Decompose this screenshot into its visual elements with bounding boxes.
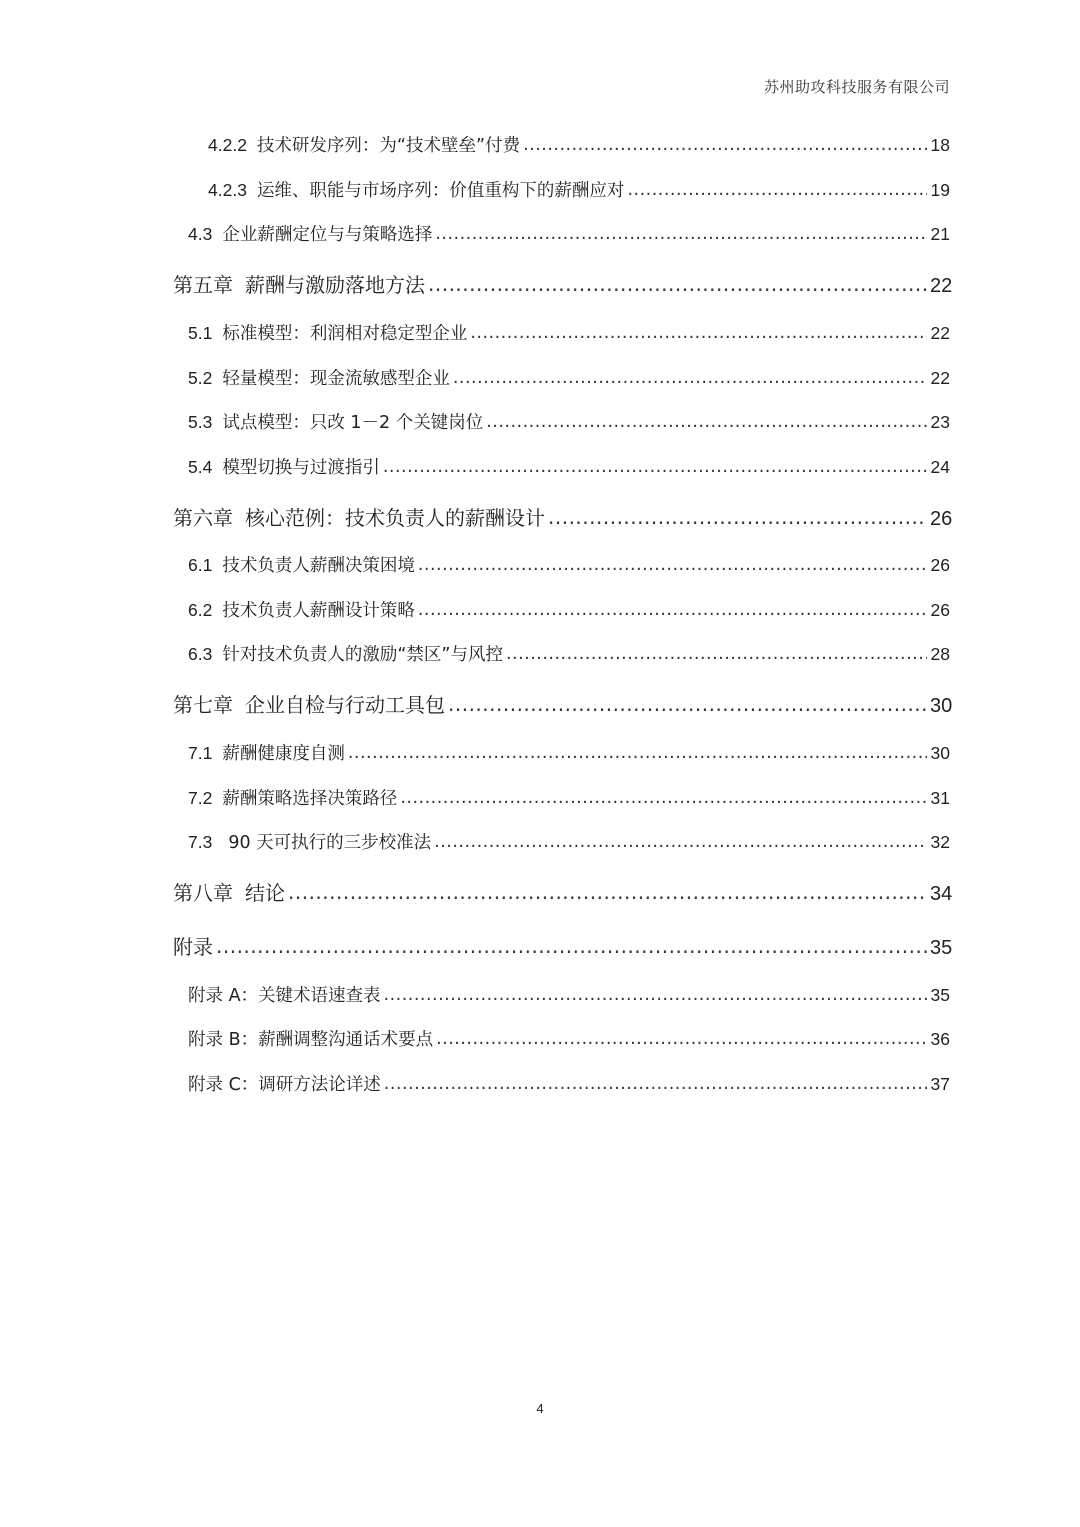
toc-entry-page: 34	[930, 883, 953, 905]
dot-leader	[627, 180, 927, 200]
toc-entry-number: 7.3	[188, 832, 213, 852]
toc-entry-title: 技术负责人薪酬决策困境	[222, 556, 415, 576]
toc-entry-title: 结论	[245, 881, 285, 905]
dot-leader	[348, 743, 927, 763]
toc-entry-number: 5.3	[188, 412, 213, 432]
toc-entry-number: 7.1	[188, 743, 213, 763]
toc-entry-number: 6.2	[188, 600, 213, 620]
toc-entry-page: 35	[930, 937, 953, 959]
toc-entry-number: 第八章	[173, 881, 233, 905]
toc-entry-number: 5.1	[188, 323, 213, 343]
dot-leader	[435, 224, 927, 244]
toc-entry-title: 技术负责人薪酬设计策略	[222, 601, 415, 621]
toc-entry-7-1[interactable]	[188, 740, 950, 765]
dot-leader	[428, 272, 927, 296]
toc-entry-appendix-b[interactable]	[188, 1026, 950, 1051]
toc-entry-4-3[interactable]	[188, 221, 950, 246]
toc-entry-7-2[interactable]	[188, 785, 950, 810]
toc-entry-title: 90 天可执行的三步校准法	[228, 833, 432, 853]
dot-leader	[506, 644, 927, 664]
toc-entry-number: 4.3	[188, 224, 213, 244]
page-number: 4	[536, 1401, 544, 1416]
toc-entry-page: 19	[930, 180, 950, 200]
toc-entry-number: 6.3	[188, 644, 213, 664]
toc-entry-page: 23	[930, 412, 950, 432]
toc-entry-5-1[interactable]	[188, 320, 950, 345]
toc-entry-title: 薪酬策略选择决策路径	[222, 789, 398, 809]
toc-entry-number: 第六章	[173, 506, 233, 530]
toc-entry-page: 30	[930, 743, 950, 763]
toc-entry-4-2-2[interactable]	[208, 132, 950, 157]
toc-entry-number: 5.2	[188, 368, 213, 388]
toc-entry-page: 37	[930, 1074, 950, 1094]
toc-entry-title: 企业自检与行动工具包	[245, 693, 445, 717]
toc-entry-6-3[interactable]	[188, 641, 950, 666]
toc-entry-title: 附录 C：调研方法论详述	[188, 1075, 381, 1095]
toc-entry-page: 32	[930, 832, 950, 852]
toc-entry-page: 36	[930, 1029, 950, 1049]
toc-entry-page: 22	[930, 275, 953, 297]
dot-leader	[470, 323, 927, 343]
toc-entry-title: 薪酬健康度自测	[222, 744, 345, 764]
toc-entry-title: 试点模型：只改 1－2 个关键岗位	[222, 413, 484, 433]
toc-entry-page: 18	[930, 135, 950, 155]
toc-entry-5-3[interactable]	[188, 409, 950, 434]
toc-entry-page: 24	[930, 457, 950, 477]
dot-leader	[448, 692, 927, 716]
dot-leader	[418, 600, 927, 620]
dot-leader	[418, 555, 927, 575]
dot-leader	[548, 505, 927, 529]
toc-entry-page: 26	[930, 600, 950, 620]
toc-entry-number: 4.2.2	[208, 135, 247, 155]
toc-entry-number: 第五章	[173, 273, 233, 297]
toc-entry-title: 针对技术负责人的激励“禁区”与风控	[222, 645, 503, 665]
dot-leader	[400, 788, 927, 808]
toc-entry-title: 附录	[173, 935, 213, 959]
toc-entry-6-2[interactable]	[188, 597, 950, 622]
toc-entry-page: 28	[930, 644, 950, 664]
toc-entry-title: 核心范例：技术负责人的薪酬设计	[245, 506, 545, 530]
toc-entry-page: 21	[930, 224, 950, 244]
toc-entry-number: 5.4	[188, 457, 213, 477]
toc-entry-4-2-3[interactable]	[208, 177, 950, 202]
toc-entry-title: 薪酬与激励落地方法	[245, 273, 425, 297]
toc-entry-number: 7.2	[188, 788, 213, 808]
toc-entry-number: 6.1	[188, 555, 213, 575]
dot-leader	[434, 832, 927, 852]
toc-entry-chapter-6[interactable]	[173, 502, 953, 531]
toc-entry-appendix-c[interactable]	[188, 1071, 950, 1096]
toc-entry-page: 22	[930, 323, 950, 343]
toc-entry-chapter-8[interactable]	[173, 877, 953, 906]
toc-entry-7-3[interactable]	[188, 829, 950, 854]
dot-leader	[486, 412, 927, 432]
dot-leader	[523, 135, 927, 155]
toc-entry-page: 30	[930, 695, 953, 717]
toc-entry-title: 轻量模型：现金流敏感型企业	[222, 369, 450, 389]
toc-entry-appendix[interactable]	[173, 931, 953, 960]
toc-entry-title: 企业薪酬定位与与策略选择	[222, 225, 433, 245]
toc-entry-title: 标准模型：利润相对稳定型企业	[222, 324, 468, 344]
toc-entry-chapter-7[interactable]	[173, 689, 953, 718]
toc-entry-6-1[interactable]	[188, 552, 950, 577]
dot-leader	[453, 368, 927, 388]
dot-leader	[216, 934, 927, 958]
toc-entry-page: 35	[930, 985, 950, 1005]
header-company-name: 苏州助攻科技服务有限公司	[763, 78, 950, 96]
toc-entry-number: 4.2.3	[208, 180, 247, 200]
toc-entry-number: 第七章	[173, 693, 233, 717]
toc-entry-appendix-a[interactable]	[188, 982, 950, 1007]
dot-leader	[288, 880, 927, 904]
toc-entry-title: 附录 B：薪酬调整沟通话术要点	[188, 1030, 434, 1050]
dot-leader	[383, 457, 927, 477]
dot-leader	[384, 985, 927, 1005]
toc-entry-title: 技术研发序列：为“技术壁垒”付费	[256, 136, 521, 156]
dot-leader	[384, 1074, 927, 1094]
toc-entry-chapter-5[interactable]	[173, 269, 953, 298]
toc-entry-title: 附录 A：关键术语速查表	[188, 986, 381, 1006]
toc-entry-page: 22	[930, 368, 950, 388]
dot-leader	[436, 1029, 927, 1049]
toc-entry-page: 26	[930, 555, 950, 575]
toc-entry-5-4[interactable]	[188, 454, 950, 479]
toc-entry-page: 31	[930, 788, 950, 808]
toc-entry-5-2[interactable]	[188, 365, 950, 390]
toc-entry-title: 运维、职能与市场序列：价值重构下的薪酬应对	[256, 181, 625, 201]
toc-entry-title: 模型切换与过渡指引	[222, 458, 380, 478]
toc-entry-page: 26	[930, 508, 953, 530]
